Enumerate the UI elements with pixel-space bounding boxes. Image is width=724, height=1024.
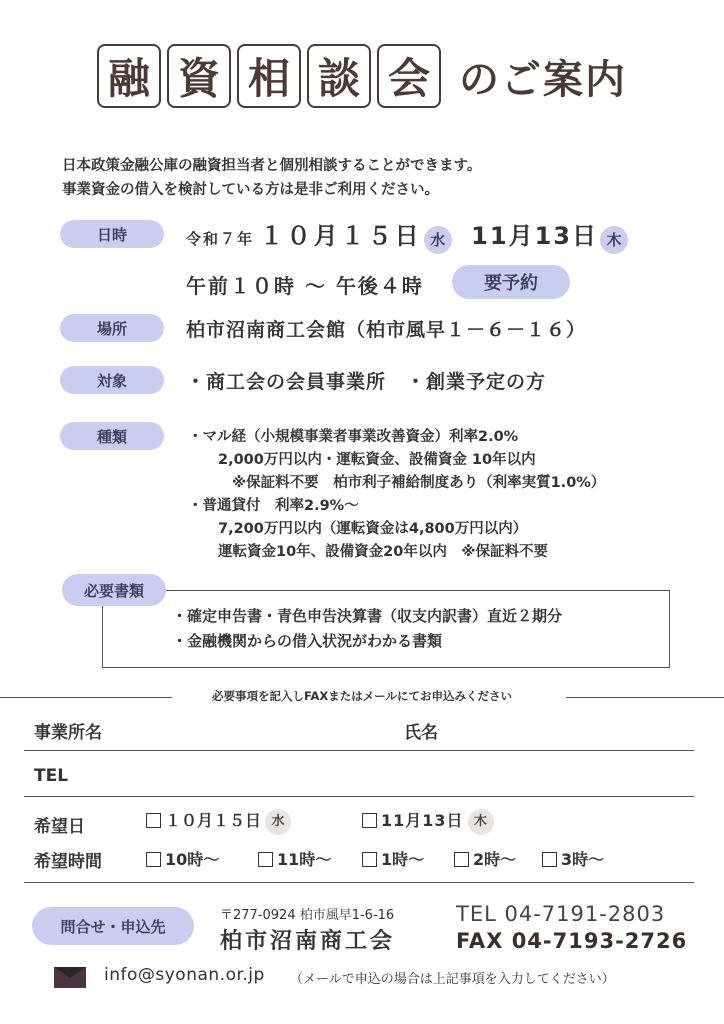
time-option-5[interactable] [542, 847, 604, 870]
preferred-time-label: 希望時間 [34, 852, 102, 872]
schedule-date-1: １０月１５日 [259, 222, 422, 250]
target-text: ・商工会の会員事業所 ・創業予定の方 [186, 371, 547, 393]
schedule-day-2: 木 [600, 226, 628, 254]
contact-label: 問合せ・申込先 [32, 907, 194, 945]
time-option-3[interactable] [362, 847, 424, 870]
organization-name: 柏市沼南商工会 [220, 929, 396, 954]
document-item-1: ・確定申告書・青色申告決算書（収支内訳書）直近２期分 [172, 607, 563, 625]
time-option-2[interactable] [258, 847, 331, 870]
time-1-checkbox[interactable] [146, 852, 161, 867]
documents-label: 必要書類 [62, 574, 166, 606]
email-note: （メールで申込の場合は上記事項を入力してください） [290, 972, 615, 987]
tel-label: TEL [34, 766, 69, 786]
form-instruction: 必要事項を記入しFAXまたはメールにてお申込みください [211, 689, 513, 703]
contact-address: 〒277-0924 柏市風早1-6-16 [220, 908, 395, 923]
time-option-4[interactable] [454, 847, 516, 870]
time-option-1[interactable] [146, 847, 219, 870]
business-name-label: 事業所名 [34, 723, 102, 743]
type-line-4: ・普通貸付 利率2.9%〜 [188, 498, 359, 514]
date-2-checkbox[interactable] [362, 813, 377, 828]
types-label: 種類 [60, 422, 164, 450]
preferred-date-label: 希望日 [34, 817, 85, 837]
contact-fax: FAX 04-7193-2726 [456, 929, 688, 953]
contact-tel: TEL 04-7191-2803 [456, 902, 666, 926]
time-5-checkbox[interactable] [542, 852, 557, 867]
time-3-checkbox[interactable] [362, 852, 377, 867]
time-option-5-text: 3時〜 [561, 850, 605, 869]
title-char-1: 融 [97, 44, 161, 108]
reservation-badge: 要予約 [452, 265, 570, 299]
intro-line-1: 日本政策金融公庫の融資担当者と個別相談することができます。 [62, 158, 482, 174]
form-line-1 [24, 750, 694, 751]
loan-types [188, 426, 605, 564]
date-option-1[interactable] [146, 808, 291, 835]
schedule-day-1: 水 [424, 226, 452, 254]
time-option-1-text: 10時〜 [165, 850, 220, 869]
time-option-2-text: 11時〜 [277, 850, 332, 869]
date-option-2-day: 木 [468, 809, 494, 835]
schedule-time: 午前１０時 〜 午後４時 [186, 274, 424, 298]
type-line-3: ※保証料不要 柏市利子補給制度あり（利率実質1.0%） [232, 475, 606, 491]
form-divider [0, 688, 724, 706]
venue-label: 場所 [60, 314, 164, 342]
target-label: 対象 [60, 366, 164, 394]
person-name-label: 氏名 [404, 723, 438, 743]
date-option-2-text: 11月13日 [381, 811, 464, 830]
type-line-5: 7,200万円以内（運転資金は4,800万円以内） [218, 521, 528, 537]
title-char-4: 談 [307, 44, 371, 108]
date-option-1-day: 水 [265, 809, 291, 835]
intro-line-2: 事業資金の借入を検討している方は是非ご利用ください。 [62, 182, 439, 198]
divider-line-right [566, 697, 724, 698]
title-suffix: のご案内 [459, 56, 627, 103]
type-line-2: 2,000万円以内・運転資金、設備資金 10年以内 [218, 452, 536, 468]
schedule-date-2: 11月13日 [471, 222, 598, 250]
form-line-3 [24, 882, 694, 883]
documents-list [172, 604, 562, 654]
schedule-era: 令和７年 [186, 230, 255, 248]
form-line-2 [24, 796, 694, 797]
intro-text [62, 154, 481, 202]
date-option-2[interactable] [362, 808, 494, 835]
time-4-checkbox[interactable] [454, 852, 469, 867]
contact-email[interactable]: info@syonan.or.jp [104, 965, 265, 985]
title-char-5: 会 [377, 44, 441, 108]
schedule-label: 日時 [60, 220, 164, 248]
time-2-checkbox[interactable] [258, 852, 273, 867]
type-line-6: 運転資金10年、設備資金20年以内 ※保証料不要 [218, 544, 548, 560]
title-char-2: 資 [167, 44, 231, 108]
document-item-2: ・金融機関からの借入状況がわかる書類 [172, 632, 443, 650]
type-line-1: ・マル経（小規模事業者事業改善資金）利率2.0% [188, 429, 519, 445]
mail-icon [54, 967, 86, 988]
title-char-3: 相 [237, 44, 301, 108]
venue-text: 柏市沼南商工会館（柏市風早１－６－１６） [186, 319, 587, 341]
date-option-1-text: １０月１５日 [165, 811, 262, 830]
page-title [0, 44, 724, 108]
time-option-4-text: 2時〜 [473, 850, 517, 869]
schedule-dates [186, 216, 628, 254]
time-option-3-text: 1時〜 [381, 850, 425, 869]
date-1-checkbox[interactable] [146, 813, 161, 828]
